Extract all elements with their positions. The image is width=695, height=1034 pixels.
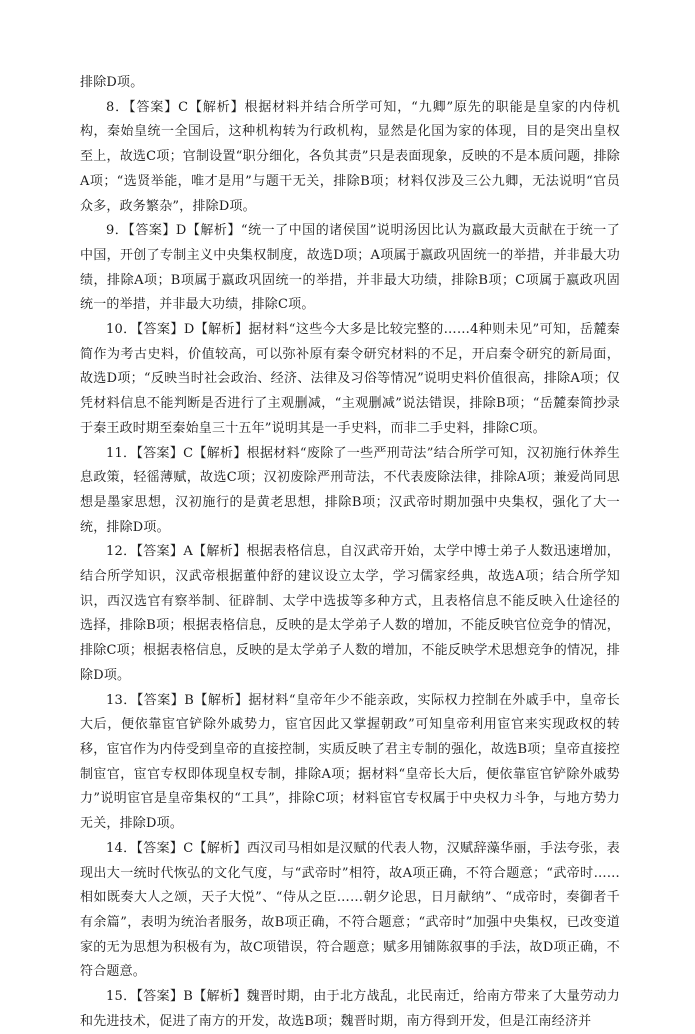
paragraph-q10: 10．【答案】D【解析】据材料“这些今大多是比较完整的……4种则未见”可知，岳麓秦简作为考古史料，价值较高，可以弥补原有秦令研究材料的不足，开启秦令研究的新局面，故选D项；“反映当时社会政治、经济、法律及习俗等情况”说明史料价值很高，排除A项；仅凭材料信息不能判断是否进行了主观删减，“主观删减”说法错误，排除B项；“岳麓秦简抄录于秦王政时期至秦始皇三十五年”说明其是一手史料，而非二手史料，排除C项。 — [80, 322, 620, 436]
paragraph-q13: 13．【答案】B【解析】据材料“皇帝年少不能亲政，实际权力控制在外戚手中，皇帝长大后，便依靠宦官铲除外戚势力，宦官因此又掌握朝政”可知皇帝利用宦官来实现政权的转移，宦官作为内侍受到皇帝的直接控制，实质反映了君主专制的强化，故选B项；皇帝直接控制宦官，宦官专权即体现皇权专制，排除A项；据材料“皇帝长大后，便依靠宦官铲除外戚势力”说明宦官是皇帝集权的“工具”，排除C项；材料宦官专权属于中央权力斗争，与地方势力无关，排除D项。 — [80, 692, 620, 832]
paragraph-q11: 11．【答案】C【解析】根据材料“废除了一些严刑苛法”结合所学可知，汉初施行休养生息政策，轻徭薄赋，故选C项；汉初废除严刑苛法，不代表废除法律，排除A项；兼爱尚同思想是墨家思想，汉初施行的是黄老思想，排除B项；汉武帝时期加强中央集权，强化了大一统，排除D项。 — [80, 445, 620, 535]
paragraph-continuation: 排除D项。 — [80, 75, 144, 90]
paragraph-q9: 9．【答案】D【解析】“统一了中国的诸侯国”说明汤因比认为嬴政最大贡献在于统一了中国，开创了专制主义中央集权制度，故选D项；A项属于嬴政巩固统一的举措，并非最大功绩，排除A项；B项属于嬴政巩固统一的举措，并非最大功绩，排除B项；C项属于嬴政巩固统一的举措，并非最大功绩，排除C项。 — [80, 223, 620, 313]
paragraph-q15: 15．【答案】B【解析】魏晋时期，由于北方战乱，北民南迁，给南方带来了大量劳动力和先进技术，促进了南方的开发，故选B项；魏晋时期，南方得到开发，但是江南经济并 — [80, 989, 620, 1029]
paragraph-q12: 12．【答案】A【解析】根据表格信息，自汉武帝开始，太学中博士弟子人数迅速增加，结合所学知识，汉武帝根据董仲舒的建议设立太学，学习儒家经典，故选A项；结合所学知识，西汉选官有察举制、征辟制、太学中选拔等多种方式，且表格信息不能反映入仕途径的选择，排除B项；根据表格信息，反映的是太学弟子人数的增加，不能反映官位竞争的情况，排除C项；根据表格信息，反映的是太学弟子人数的增加，不能反映学术思想竞争的情况，排除D项。 — [80, 544, 620, 683]
paragraph-q8: 8．【答案】C【解析】根据材料并结合所学可知，“九卿”原先的职能是皇家的内侍机构，秦始皇统一全国后，这种机构转为行政机构，显然是化国为家的体现，目的是突出皇权至上，故选C项；官制设置“职分细化，各负其责”只是表面现象，反映的不是本质问题，排除A项；“选贤举能，唯才是用”与题干无关，排除B项；材料仅涉及三公九卿，无法说明“官员众多，政务繁杂”，排除D项。 — [80, 99, 620, 214]
paragraph-q14: 14．【答案】C【解析】西汉司马相如是汉赋的代表人物，汉赋辞藻华丽，手法夸张，表现出大一统时代恢弘的文化气度，与“武帝时”相符，故A项正确，不符合题意；“武帝时……相如既奏大人之颂，天子大悦”、“侍从之臣……朝夕论思，日月献纳”、“成帝时，奏御者千有余篇”，表明为统治者服务，故B项正确，不符合题意；“武帝时”加强中央集权，已改变道家的无为思想为积极有为，故C项错误，符合题意；赋多用铺陈叙事的手法，故D项正确，不符合题意。 — [80, 840, 620, 980]
answer-explanations — [80, 71, 620, 1034]
